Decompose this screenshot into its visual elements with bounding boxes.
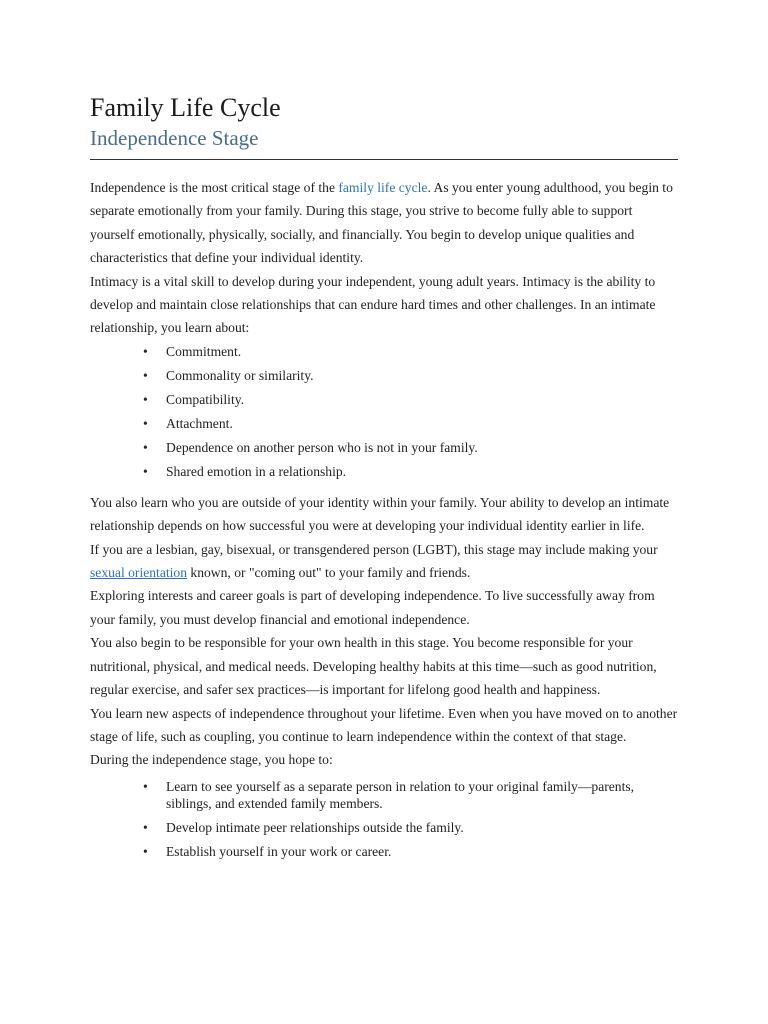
bullet-icon: • (143, 415, 148, 431)
paragraph-identity: You also learn who you are outside of your identity within your family. Your ability to develop an intimate relationship depends on how successful you were at developing your individual identity earlier in life. (90, 494, 670, 534)
intimacy-list (90, 340, 678, 484)
list-item (143, 843, 678, 860)
paragraph-lgbt (90, 538, 678, 585)
list-item (143, 412, 678, 436)
list-item-text: Learn to see yourself as a separate person in relation to your original family—parents, siblings, and extended family members. (166, 778, 635, 811)
paragraph-intro-after: . As you enter young adulthood, you begin to separate emotionally from your family. During this stage, you strive to become fully able to support yourself emotionally, physically, socially, and financially. You begin to develop unique qualities and characteristics that define your individual identity. (90, 180, 673, 266)
list-item-text: Compatibility. (166, 391, 245, 407)
paragraph-lgbt-before: If you are a lesbian, gay, bisexual, or transgendered person (LGBT), this stage may include making your (90, 541, 658, 557)
paragraph-lifetime: You learn new aspects of independence throughout your lifetime. Even when you have moved on to another stage of life, such as coupling, you continue to learn independence within the context of that stage. (90, 705, 678, 744)
bullet-icon: • (143, 343, 148, 359)
title-divider (90, 159, 678, 160)
list-item-text: Shared emotion in a relationship. (166, 463, 347, 479)
list-item-text: Commonality or similarity. (166, 367, 314, 383)
document-title: Family Life Cycle (90, 93, 281, 122)
list-item-text: Establish yourself in your work or career. (166, 843, 392, 859)
bullet-icon: • (143, 843, 148, 859)
document-page (90, 92, 678, 867)
list-item (143, 364, 678, 388)
paragraph-intro (90, 176, 678, 270)
document-subtitle: Independence Stage (90, 126, 259, 150)
paragraph-hope-intro: During the independence stage, you hope to: (90, 752, 333, 768)
paragraph-intimacy: Intimacy is a vital skill to develop during your independent, young adult years. Intimacy is the ability to develop and maintain close relationships that can endure hard times and other challenges. In an intimate relationship, you learn about: (90, 273, 656, 336)
bullet-icon: • (143, 439, 148, 455)
bullet-icon: • (143, 778, 148, 794)
paragraph-lgbt-after: known, or "coming out" to your family and friends. (187, 565, 471, 581)
list-item (143, 819, 678, 836)
hope-list (90, 778, 678, 860)
list-item (143, 460, 678, 484)
bullet-icon: • (143, 391, 148, 407)
list-item-text: Commitment. (166, 343, 242, 359)
list-item-text: Attachment. (166, 415, 233, 431)
paragraph-health: You also begin to be responsible for your own health in this stage. You become responsible for your nutritional, physical, and medical needs. Developing healthy habits at this time—such as good nutrition, regular exercise, and safer sex practices—is important for lifelong good health and happiness. (90, 635, 657, 698)
bullet-icon: • (143, 819, 148, 835)
family-life-cycle-link[interactable]: family life cycle (338, 180, 428, 195)
list-item (143, 388, 678, 412)
list-item (143, 778, 678, 812)
list-item (143, 340, 678, 364)
list-item-text: Dependence on another person who is not in your family. (166, 439, 478, 455)
paragraph-career: Exploring interests and career goals is part of developing independence. To live successfully away from your family, you must develop financial and emotional independence. (90, 588, 655, 627)
bullet-icon: • (143, 463, 148, 479)
sexual-orientation-link[interactable]: sexual orientation (90, 565, 188, 581)
bullet-icon: • (143, 367, 148, 383)
list-item-text: Develop intimate peer relationships outside the family. (166, 819, 464, 835)
list-item (143, 436, 678, 460)
paragraph-intro-before: Independence is the most critical stage of the (90, 180, 339, 195)
